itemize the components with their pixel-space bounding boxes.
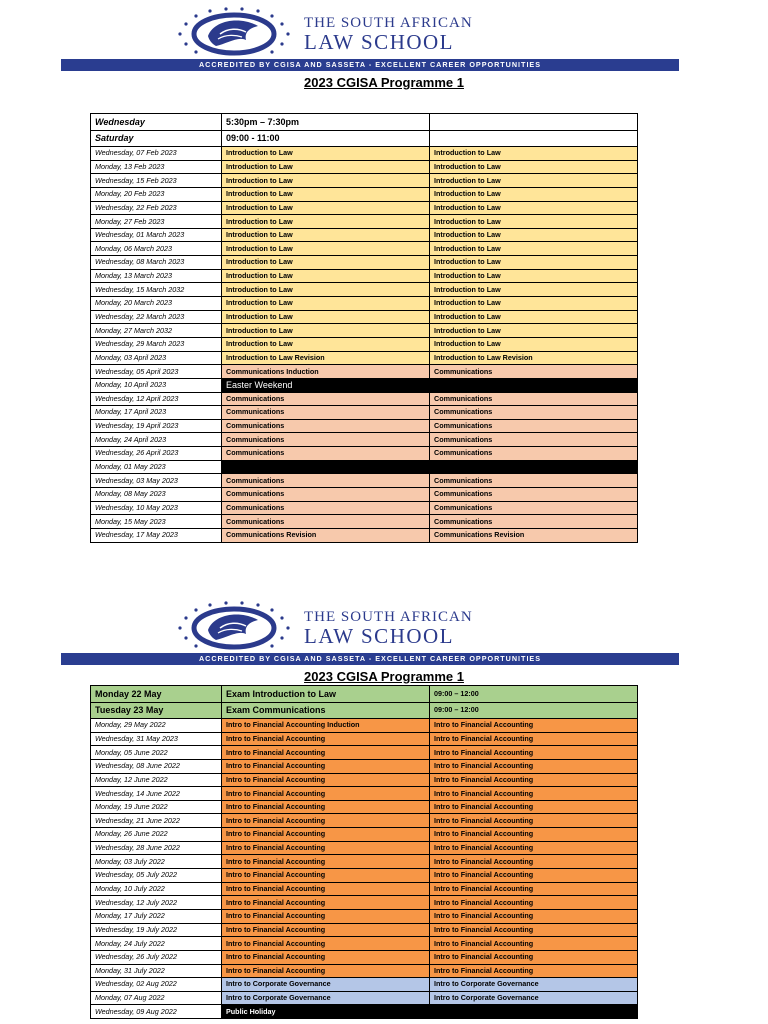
session-subject: Intro to Financial Accounting — [222, 964, 430, 978]
session-subject: Exam Introduction to Law — [222, 686, 430, 703]
session-subject: Communications — [222, 501, 430, 515]
table-row — [91, 419, 638, 433]
session-subject: Intro to Financial Accounting — [222, 855, 430, 869]
session-subject: Intro to Corporate Governance — [222, 991, 430, 1005]
session-date: Monday, 27 March 2032 — [91, 324, 222, 338]
session-subject: Exam Communications — [222, 702, 430, 719]
session-subject-alt: Intro to Financial Accounting — [430, 746, 638, 760]
table-row — [91, 433, 638, 447]
session-subject: Intro to Financial Accounting — [222, 800, 430, 814]
table-row — [91, 1005, 638, 1019]
lion-emblem-icon — [170, 600, 298, 656]
session-subject: Communications — [222, 392, 430, 406]
session-date: Monday, 29 May 2022 — [91, 719, 222, 733]
table-row — [91, 787, 638, 801]
session-date: Wednesday, 15 Feb 2023 — [91, 174, 222, 188]
session-subject-alt — [430, 130, 638, 147]
session-subject: Introduction to Law — [222, 283, 430, 297]
session-date: Wednesday, 12 July 2022 — [91, 896, 222, 910]
session-date: Monday, 01 May 2023 — [91, 460, 222, 474]
table-row — [91, 460, 638, 474]
table-row — [91, 828, 638, 842]
session-subject: Public Holiday — [222, 1005, 638, 1019]
table-row — [91, 950, 638, 964]
school-name-line1: THE SOUTH AFRICAN — [304, 15, 473, 31]
table-row — [91, 337, 638, 351]
school-name — [304, 610, 473, 647]
session-subject-alt: Intro to Financial Accounting — [430, 855, 638, 869]
session-date: Monday, 31 July 2022 — [91, 964, 222, 978]
table-row — [91, 392, 638, 406]
table-row — [91, 746, 638, 760]
session-subject: Intro to Financial Accounting — [222, 882, 430, 896]
session-subject-alt: Intro to Financial Accounting — [430, 841, 638, 855]
session-date: Wednesday, 28 June 2022 — [91, 841, 222, 855]
table-row — [91, 937, 638, 951]
session-subject: Intro to Financial Accounting — [222, 814, 430, 828]
table-row — [91, 378, 638, 392]
session-subject-alt: Communications — [430, 419, 638, 433]
table-row — [91, 702, 638, 719]
page-title: 2023 CGISA Programme 1 — [304, 669, 464, 684]
session-subject-alt: Introduction to Law — [430, 228, 638, 242]
session-subject: Introduction to Law — [222, 174, 430, 188]
session-date: Wednesday, 09 Aug 2022 — [91, 1005, 222, 1019]
table-row — [91, 310, 638, 324]
session-subject: Intro to Financial Accounting — [222, 909, 430, 923]
session-subject-alt: Intro to Financial Accounting — [430, 814, 638, 828]
table-row — [91, 732, 638, 746]
session-subject-alt: Intro to Financial Accounting — [430, 882, 638, 896]
table-row — [91, 909, 638, 923]
session-date: Monday, 13 March 2023 — [91, 269, 222, 283]
session-subject: Introduction to Law — [222, 215, 430, 229]
session-subject-alt: Intro to Financial Accounting — [430, 923, 638, 937]
header-row — [91, 130, 638, 147]
session-date: Wednesday, 22 March 2023 — [91, 310, 222, 324]
session-subject: Communications Induction — [222, 365, 430, 379]
session-subject: Introduction to Law — [222, 147, 430, 161]
session-date: Wednesday, 10 May 2023 — [91, 501, 222, 515]
session-subject-alt: Introduction to Law — [430, 147, 638, 161]
session-date: Monday, 10 July 2022 — [91, 882, 222, 896]
session-subject-alt: Communications Revision — [430, 528, 638, 542]
school-logo — [170, 6, 590, 66]
session-subject-alt: Introduction to Law — [430, 324, 638, 338]
session-subject: Introduction to Law — [222, 269, 430, 283]
session-subject: Intro to Financial Accounting — [222, 923, 430, 937]
session-subject: Introduction to Law — [222, 337, 430, 351]
table-row — [91, 365, 638, 379]
session-date: Monday, 15 May 2023 — [91, 515, 222, 529]
session-subject-alt: Communications — [430, 406, 638, 420]
session-subject-alt: Introduction to Law — [430, 187, 638, 201]
table-row — [91, 242, 638, 256]
table-row — [91, 528, 638, 542]
session-date: Wednesday, 12 April 2023 — [91, 392, 222, 406]
session-subject: Communications — [222, 515, 430, 529]
session-date: Monday, 17 April 2023 — [91, 406, 222, 420]
session-date: Wednesday — [91, 114, 222, 131]
session-date: Monday, 24 July 2022 — [91, 937, 222, 951]
lion-emblem-icon — [170, 6, 298, 62]
table-row — [91, 978, 638, 992]
table-row — [91, 515, 638, 529]
table-row — [91, 488, 638, 502]
session-subject-alt: Introduction to Law — [430, 337, 638, 351]
schedule-table-2 — [90, 685, 638, 1019]
session-date: Saturday — [91, 130, 222, 147]
session-date: Monday, 13 Feb 2023 — [91, 160, 222, 174]
table-row — [91, 269, 638, 283]
session-subject: Introduction to Law — [222, 228, 430, 242]
session-subject: Introduction to Law — [222, 187, 430, 201]
table-row — [91, 964, 638, 978]
session-subject-alt: Intro to Financial Accounting — [430, 869, 638, 883]
session-subject: Intro to Financial Accounting Induction — [222, 719, 430, 733]
session-subject: Communications — [222, 447, 430, 461]
session-subject: Introduction to Law — [222, 201, 430, 215]
table-row — [91, 855, 638, 869]
school-name-line1: THE SOUTH AFRICAN — [304, 609, 473, 625]
session-date: Wednesday, 29 March 2023 — [91, 337, 222, 351]
session-date: Monday, 26 June 2022 — [91, 828, 222, 842]
session-subject-alt: Introduction to Law — [430, 160, 638, 174]
schedule-table-1 — [90, 113, 638, 543]
session-subject: Intro to Financial Accounting — [222, 950, 430, 964]
session-date: Monday 22 May — [91, 686, 222, 703]
session-subject: Introduction to Law — [222, 256, 430, 270]
session-subject-alt: Introduction to Law — [430, 310, 638, 324]
session-subject-alt: Intro to Financial Accounting — [430, 773, 638, 787]
session-subject: Communications — [222, 474, 430, 488]
session-date: Tuesday 23 May — [91, 702, 222, 719]
session-subject-alt: Intro to Financial Accounting — [430, 950, 638, 964]
session-date: Monday, 19 June 2022 — [91, 800, 222, 814]
session-subject: Introduction to Law Revision — [222, 351, 430, 365]
session-subject-alt: Intro to Financial Accounting — [430, 909, 638, 923]
session-subject: Intro to Financial Accounting — [222, 759, 430, 773]
session-subject: Communications — [222, 406, 430, 420]
table-row — [91, 923, 638, 937]
session-subject-alt: Intro to Financial Accounting — [430, 719, 638, 733]
session-subject-alt: 09:00 – 12:00 — [430, 702, 638, 719]
session-subject-alt: Communications — [430, 488, 638, 502]
school-name-line2: LAW SCHOOL — [304, 624, 455, 648]
session-date: Wednesday, 08 March 2023 — [91, 256, 222, 270]
session-subject-alt: Intro to Financial Accounting — [430, 937, 638, 951]
session-subject-alt: Communications — [430, 433, 638, 447]
table-row — [91, 759, 638, 773]
session-date: Wednesday, 14 June 2022 — [91, 787, 222, 801]
table-row — [91, 501, 638, 515]
session-subject-alt: Introduction to Law — [430, 256, 638, 270]
session-date: Wednesday, 15 March 2032 — [91, 283, 222, 297]
session-subject-alt — [430, 114, 638, 131]
session-subject-alt: Communications — [430, 501, 638, 515]
table-row — [91, 991, 638, 1005]
session-date: Wednesday, 08 June 2022 — [91, 759, 222, 773]
session-date: Wednesday, 05 July 2022 — [91, 869, 222, 883]
table-row — [91, 174, 638, 188]
session-subject: Introduction to Law — [222, 242, 430, 256]
session-date: Monday, 24 April 2023 — [91, 433, 222, 447]
session-subject: Easter Weekend — [222, 378, 638, 392]
page-title: 2023 CGISA Programme 1 — [304, 75, 464, 90]
session-subject-alt: Intro to Financial Accounting — [430, 759, 638, 773]
session-subject-alt: Introduction to Law — [430, 297, 638, 311]
session-subject-alt: Introduction to Law — [430, 242, 638, 256]
session-date: Wednesday, 19 April 2023 — [91, 419, 222, 433]
session-subject: Intro to Financial Accounting — [222, 828, 430, 842]
session-date: Wednesday, 03 May 2023 — [91, 474, 222, 488]
header-row — [91, 114, 638, 131]
session-date: Wednesday, 05 April 2023 — [91, 365, 222, 379]
session-subject-alt: Communications — [430, 365, 638, 379]
school-name — [304, 16, 473, 53]
session-date: Monday, 27 Feb 2023 — [91, 215, 222, 229]
session-subject-alt: Intro to Financial Accounting — [430, 964, 638, 978]
session-date: Monday, 20 March 2023 — [91, 297, 222, 311]
session-subject-alt: Introduction to Law — [430, 215, 638, 229]
session-subject: Intro to Corporate Governance — [222, 978, 430, 992]
table-row — [91, 256, 638, 270]
session-subject: Introduction to Law — [222, 310, 430, 324]
table-row — [91, 324, 638, 338]
table-row — [91, 215, 638, 229]
session-subject: Intro to Financial Accounting — [222, 787, 430, 801]
session-subject: Introduction to Law — [222, 324, 430, 338]
session-subject: Communications Revision — [222, 528, 430, 542]
session-date: Wednesday, 26 April 2023 — [91, 447, 222, 461]
table-row — [91, 869, 638, 883]
session-subject-alt: Communications — [430, 474, 638, 488]
table-row — [91, 814, 638, 828]
session-date: Wednesday, 26 July 2022 — [91, 950, 222, 964]
session-subject-alt: Introduction to Law — [430, 283, 638, 297]
table-row — [91, 474, 638, 488]
table-row — [91, 351, 638, 365]
session-subject: Intro to Financial Accounting — [222, 732, 430, 746]
session-date: Monday, 07 Aug 2022 — [91, 991, 222, 1005]
session-subject-alt: Intro to Financial Accounting — [430, 896, 638, 910]
session-date: Wednesday, 22 Feb 2023 — [91, 201, 222, 215]
table-row — [91, 283, 638, 297]
table-row — [91, 882, 638, 896]
session-date: Monday, 08 May 2023 — [91, 488, 222, 502]
session-date: Monday, 05 June 2022 — [91, 746, 222, 760]
session-subject-alt: 09:00 – 12:00 — [430, 686, 638, 703]
session-subject — [222, 460, 638, 474]
session-subject-alt: Intro to Financial Accounting — [430, 828, 638, 842]
session-subject: 5:30pm – 7:30pm — [222, 114, 430, 131]
session-subject-alt: Communications — [430, 447, 638, 461]
session-subject: Intro to Financial Accounting — [222, 841, 430, 855]
accreditation-banner: ACCREDITED BY CGISA AND SASSETA - EXCELLENT CAREER OPPORTUNITIES — [61, 59, 679, 71]
session-date: Monday, 12 June 2022 — [91, 773, 222, 787]
table-row — [91, 187, 638, 201]
session-date: Wednesday, 07 Feb 2023 — [91, 147, 222, 161]
accreditation-banner: ACCREDITED BY CGISA AND SASSETA - EXCELLENT CAREER OPPORTUNITIES — [61, 653, 679, 665]
session-date: Monday, 10 April 2023 — [91, 378, 222, 392]
session-date: Wednesday, 02 Aug 2022 — [91, 978, 222, 992]
session-subject: Communications — [222, 433, 430, 447]
school-name-line2: LAW SCHOOL — [304, 30, 455, 54]
session-subject-alt: Introduction to Law Revision — [430, 351, 638, 365]
session-subject-alt: Introduction to Law — [430, 269, 638, 283]
session-date: Wednesday, 17 May 2023 — [91, 528, 222, 542]
session-subject-alt: Intro to Financial Accounting — [430, 800, 638, 814]
session-subject-alt: Intro to Corporate Governance — [430, 991, 638, 1005]
session-subject-alt: Communications — [430, 392, 638, 406]
session-subject: Communications — [222, 488, 430, 502]
session-subject: Intro to Financial Accounting — [222, 896, 430, 910]
session-date: Wednesday, 01 March 2023 — [91, 228, 222, 242]
table-row — [91, 297, 638, 311]
table-row — [91, 773, 638, 787]
table-row — [91, 147, 638, 161]
table-row — [91, 406, 638, 420]
session-subject: Intro to Financial Accounting — [222, 937, 430, 951]
session-subject: Intro to Financial Accounting — [222, 869, 430, 883]
session-subject-alt: Intro to Corporate Governance — [430, 978, 638, 992]
table-row — [91, 228, 638, 242]
table-row — [91, 719, 638, 733]
session-date: Monday, 03 April 2023 — [91, 351, 222, 365]
session-date: Monday, 17 July 2022 — [91, 909, 222, 923]
session-subject-alt: Intro to Financial Accounting — [430, 732, 638, 746]
session-subject: Intro to Financial Accounting — [222, 773, 430, 787]
session-subject: Introduction to Law — [222, 160, 430, 174]
session-subject: Communications — [222, 419, 430, 433]
session-date: Wednesday, 19 July 2022 — [91, 923, 222, 937]
school-logo — [170, 600, 590, 660]
table-row — [91, 800, 638, 814]
session-subject-alt: Introduction to Law — [430, 174, 638, 188]
table-row — [91, 841, 638, 855]
session-date: Wednesday, 21 June 2022 — [91, 814, 222, 828]
session-subject: Intro to Financial Accounting — [222, 746, 430, 760]
table-row — [91, 447, 638, 461]
session-date: Wednesday, 31 May 2023 — [91, 732, 222, 746]
session-date: Monday, 06 March 2023 — [91, 242, 222, 256]
session-subject-alt: Communications — [430, 515, 638, 529]
session-subject-alt: Intro to Financial Accounting — [430, 787, 638, 801]
session-subject: 09:00 - 11:00 — [222, 130, 430, 147]
session-date: Monday, 20 Feb 2023 — [91, 187, 222, 201]
table-row — [91, 686, 638, 703]
table-row — [91, 201, 638, 215]
table-row — [91, 896, 638, 910]
session-subject-alt: Introduction to Law — [430, 201, 638, 215]
session-date: Monday, 03 July 2022 — [91, 855, 222, 869]
table-row — [91, 160, 638, 174]
session-subject: Introduction to Law — [222, 297, 430, 311]
